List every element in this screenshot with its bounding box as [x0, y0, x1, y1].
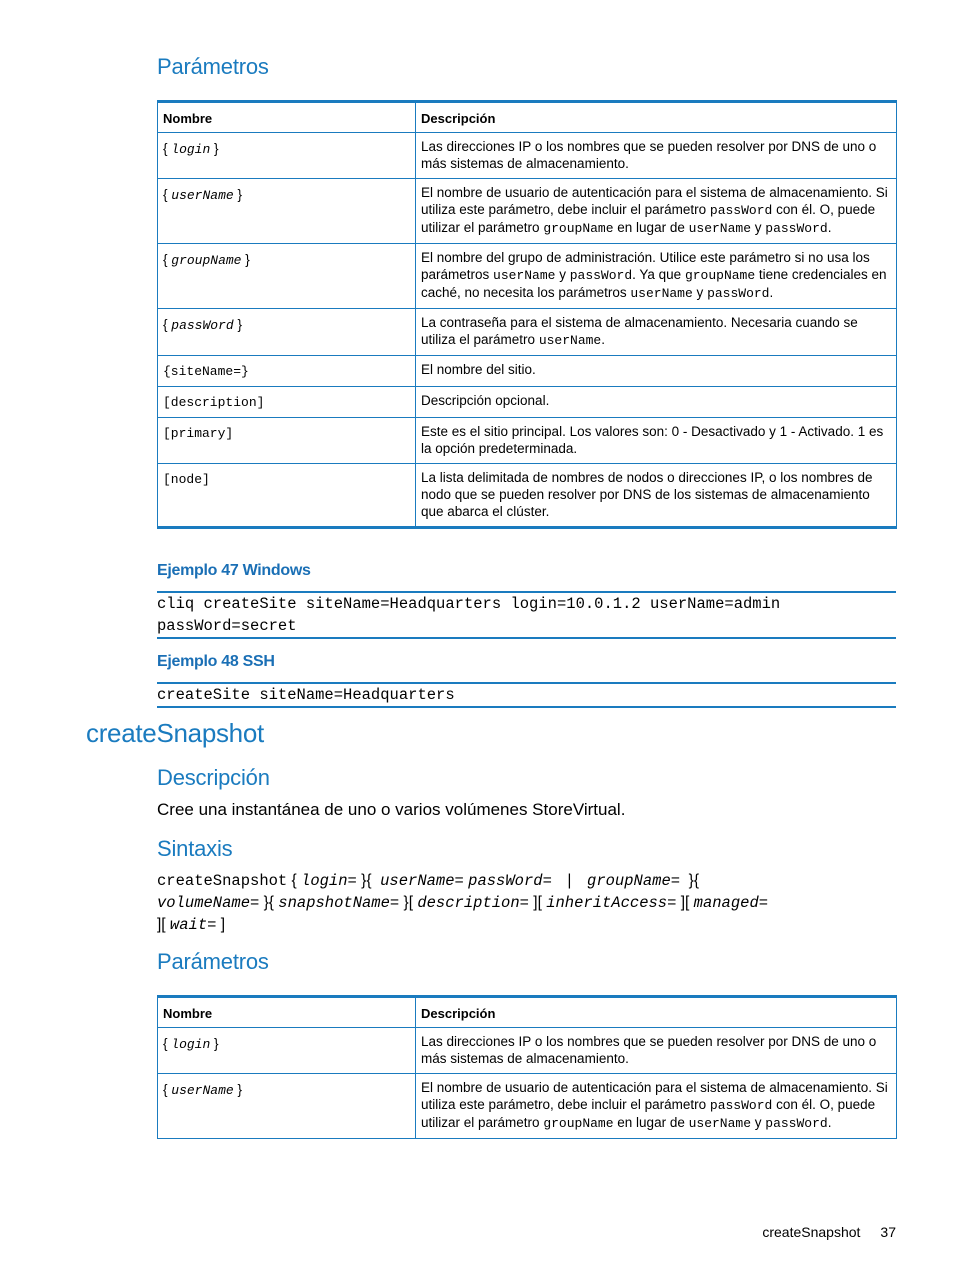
syntax-cmd: createSnapshot	[157, 872, 288, 890]
syntax-login: login=	[301, 872, 357, 890]
syntax-pipe: |	[564, 872, 575, 890]
parameters-table-2	[157, 995, 897, 1139]
param-name: { userName }	[158, 179, 416, 244]
syntax-description: description=	[417, 894, 529, 912]
table-row	[158, 133, 897, 179]
params-heading: Parámetros	[157, 54, 269, 79]
param-name: { passWord }	[158, 309, 416, 356]
param-name: { login }	[158, 133, 416, 179]
table-row	[158, 179, 897, 244]
param-name: [description]	[158, 387, 416, 418]
table-row	[158, 356, 897, 387]
param-name: { groupName }	[158, 244, 416, 309]
page-number: 37	[880, 1224, 896, 1240]
col-header-name: Nombre	[158, 997, 416, 1028]
parameters-table	[157, 100, 897, 529]
param-description: La lista delimitada de nombres de nodos o direcciones IP, o los nombres de nodo que se pueden resolver por DNS de los sistemas de almacenamiento que abarca el clúster.	[416, 464, 897, 528]
table-row	[158, 1028, 897, 1074]
param-description: El nombre del sitio.	[416, 356, 897, 387]
code-line: cliq createSite siteName=Headquarters login=10.0.1.2 userName=admin	[157, 595, 781, 613]
param-name: [primary]	[158, 418, 416, 464]
syntax-inheritaccess: inheritAccess=	[546, 894, 677, 912]
col-header-description: Descripción	[416, 102, 897, 133]
param-description: La contraseña para el sistema de almacenamiento. Necesaria cuando se utiliza el parámetro userName.	[416, 309, 897, 356]
params-heading-2: Parámetros	[157, 949, 269, 974]
table-row	[158, 418, 897, 464]
syntax-groupname: groupName=	[587, 872, 681, 890]
page-footer	[762, 1224, 896, 1240]
example-48-title: Ejemplo 48 SSH	[157, 653, 275, 670]
syntax-heading: Sintaxis	[157, 836, 233, 861]
param-description: Descripción opcional.	[416, 387, 897, 418]
syntax-managed: managed=	[693, 894, 769, 912]
description-heading: Descripción	[157, 765, 270, 790]
table-row	[158, 1074, 897, 1139]
col-header-name: Nombre	[158, 102, 416, 133]
param-description: El nombre del grupo de administración. Utilice este parámetro si no usa los parámetros userName y passWord. Ya que groupName tiene credenciales en caché, no necesita los parámetros userName y passWord.	[416, 244, 897, 309]
col-header-description: Descripción	[416, 997, 897, 1028]
param-name: { login }	[158, 1028, 416, 1074]
table-row	[158, 464, 897, 528]
param-name: [node]	[158, 464, 416, 528]
example-47-code	[157, 591, 896, 639]
param-description: Este es el sitio principal. Los valores son: 0 - Desactivado y 1 - Activado. 1 es la opción predeterminada.	[416, 418, 897, 464]
code-line: createSite siteName=Headquarters	[157, 686, 455, 704]
syntax-password: passWord=	[468, 872, 552, 890]
param-description: Las direcciones IP o los nombres que se pueden resolver por DNS de uno o más sistemas de almacenamiento.	[416, 133, 897, 179]
section-title: createSnapshot	[86, 718, 264, 748]
syntax-snapshotname: snapshotName=	[278, 894, 400, 912]
code-line: passWord=secret	[157, 617, 297, 635]
param-description: El nombre de usuario de autenticación para el sistema de almacenamiento. Si utiliza este parámetro, debe incluir el parámetro passWord con él. O, puede utilizar el parámetro groupName en lugar de userName y passWord.	[416, 179, 897, 244]
table-row	[158, 309, 897, 356]
table-row	[158, 387, 897, 418]
syntax-wait: wait=	[169, 916, 217, 934]
param-name: {siteName=}	[158, 356, 416, 387]
syntax-block: createSnapshot { login= }{ userName= passWord= | groupName= }{ volumeName= }{ snapshotName= }[ description= ][ inheritAccess= ][ managed= ][ wait= ]	[157, 872, 769, 934]
example-48-code	[157, 682, 896, 708]
syntax-volumename: volumeName=	[157, 894, 260, 912]
description-text: Cree una instantánea de uno o varios volúmenes StoreVirtual.	[157, 800, 626, 819]
param-name: { userName }	[158, 1074, 416, 1139]
syntax-username: userName=	[380, 872, 464, 890]
param-description: El nombre de usuario de autenticación para el sistema de almacenamiento. Si utiliza este parámetro, debe incluir el parámetro passWord con él. O, puede utilizar el parámetro groupName en lugar de userName y passWord.	[416, 1074, 897, 1139]
param-description: Las direcciones IP o los nombres que se pueden resolver por DNS de uno o más sistemas de almacenamiento.	[416, 1028, 897, 1074]
example-47-title: Ejemplo 47 Windows	[157, 562, 311, 579]
table-row	[158, 244, 897, 309]
footer-label: createSnapshot	[762, 1224, 861, 1240]
